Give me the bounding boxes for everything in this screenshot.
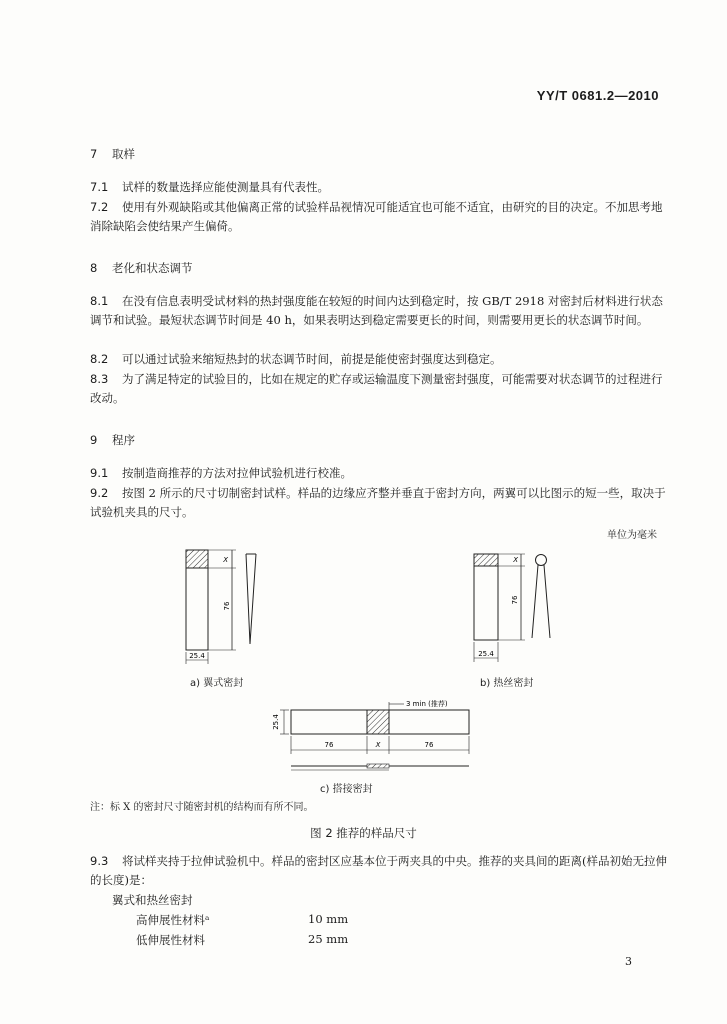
lap-seal-hatched-area — [367, 710, 389, 734]
section-7-heading — [90, 146, 135, 162]
clause-number: 8.2 — [90, 352, 109, 366]
section-8-heading — [90, 260, 193, 276]
list-row-2-value: 25 mm — [308, 932, 349, 946]
lap-seal-diagram — [272, 699, 469, 770]
clause-number: 9.1 — [90, 466, 109, 480]
list-heading: 翼式和热丝密封 — [112, 893, 193, 907]
fin-seal-dim-x: X — [223, 556, 228, 564]
lap-seal-right-wing — [389, 710, 469, 734]
clause-text: 可以通过试验来缩短热封的状态调节时间，前提是能使密封强度达到稳定。 — [122, 352, 502, 366]
clause-text: 将试样夹持于拉伸试验机中。样品的密封区应基本位于两夹具的中央。推荐的夹具间的距离(样品初始无拉伸的长度)是： — [90, 854, 667, 887]
fin-seal-dim-76: 76 — [223, 601, 231, 611]
section-title: 取样 — [112, 147, 135, 161]
clause-text: 使用有外观缺陷或其他偏离正常的试验样品视情况可能适宜也可能不适宜，由研究的目的决定。不加思考地消除缺陷会使结果产生偏倚。 — [90, 200, 663, 233]
list-row-1-label: 高伸展性材料ᵃ — [136, 913, 210, 927]
section-9-heading — [90, 432, 135, 448]
hot-wire-seal-specimen — [474, 554, 498, 640]
hot-wire-seal-diagram — [474, 554, 550, 662]
hot-wire-seal-hatched-area — [474, 554, 498, 566]
paragraph-9-1 — [90, 464, 667, 483]
figure-caption-b: b) 热丝密封 — [480, 678, 534, 689]
clause-number: 8.1 — [90, 294, 109, 308]
lap-seal-left-wing — [291, 710, 367, 734]
lap-seal-side-hatch — [367, 764, 389, 768]
figure-caption-a: a) 翼式密封 — [190, 678, 244, 689]
standard-code-header: YY/T 0681.2—2010 — [536, 88, 659, 103]
figure-caption-c: c) 搭接密封 — [320, 784, 373, 795]
fin-seal-hatched-area — [186, 550, 208, 568]
fin-seal-dim-width: 25.4 — [189, 652, 205, 660]
hot-wire-seal-profile — [532, 565, 550, 638]
figure-title: 图 2 推荐的样品尺寸 — [310, 826, 417, 840]
section-number: 7 — [90, 147, 98, 161]
lap-seal-dim-3min: 3 min (推荐) — [406, 700, 448, 708]
section-number: 8 — [90, 261, 98, 275]
paragraph-9-3 — [90, 852, 667, 890]
section-title: 程序 — [112, 433, 135, 447]
list-row-1-value: 10 mm — [308, 912, 349, 926]
hot-wire-seal-dim-x: X — [513, 556, 518, 564]
lap-seal-dim-left-76: 76 — [324, 741, 334, 749]
clause-text: 在没有信息表明受试材料的热封强度能在较短的时间内达到稳定时，按 GB/T 2918 对密封后材料进行状态调节和试验。最短状态调节时间是 40 h，如果表明达到稳定需要更长的时间，则需要用更长的状态调节时间。 — [90, 294, 663, 327]
fin-seal-diagram — [186, 550, 256, 664]
hot-wire-bead — [536, 555, 547, 566]
clause-text: 按图 2 所示的尺寸切制密封试样。样品的边缘应齐整并垂直于密封方向，两翼可以比图示的短一些，取决于试验机夹具的尺寸。 — [90, 486, 666, 519]
clause-number: 7.2 — [90, 200, 109, 214]
lap-seal-dim-x: X — [375, 741, 381, 749]
clause-number: 9.3 — [90, 854, 109, 868]
clause-number: 8.3 — [90, 372, 109, 386]
clause-text: 为了满足特定的试验目的，比如在规定的贮存或运输温度下测量密封强度，可能需要对状态调节的过程进行改动。 — [90, 372, 663, 405]
clause-text: 试样的数量选择应能使测量具有代表性。 — [122, 180, 329, 194]
list-row-2-label: 低伸展性材料 — [136, 933, 205, 947]
hot-wire-seal-dim-width: 25.4 — [478, 650, 494, 658]
hot-wire-seal-dim-76: 76 — [511, 595, 519, 605]
lap-seal-dim-height: 25.4 — [272, 714, 280, 730]
paragraph-8-2 — [90, 350, 667, 369]
fin-seal-fin-profile — [246, 554, 256, 644]
paragraph-9-2 — [90, 484, 667, 522]
lap-seal-dim-right-76: 76 — [424, 741, 434, 749]
paragraph-8-3 — [90, 370, 667, 408]
figure-2-drawing — [0, 540, 727, 800]
clause-text: 按制造商推荐的方法对拉伸试验机进行校准。 — [122, 466, 352, 480]
section-number: 9 — [90, 433, 98, 447]
section-title: 老化和状态调节 — [112, 261, 193, 275]
clause-number: 9.2 — [90, 486, 109, 500]
figure-note: 注：标 X 的密封尺寸随密封机的结构而有所不同。 — [90, 802, 314, 813]
paragraph-8-1 — [90, 292, 667, 330]
clause-number: 7.1 — [90, 180, 109, 194]
paragraph-7-1 — [90, 178, 667, 197]
unit-label: 单位为毫米 — [607, 530, 657, 541]
paragraph-7-2 — [90, 198, 667, 236]
page-number: 3 — [625, 955, 632, 968]
